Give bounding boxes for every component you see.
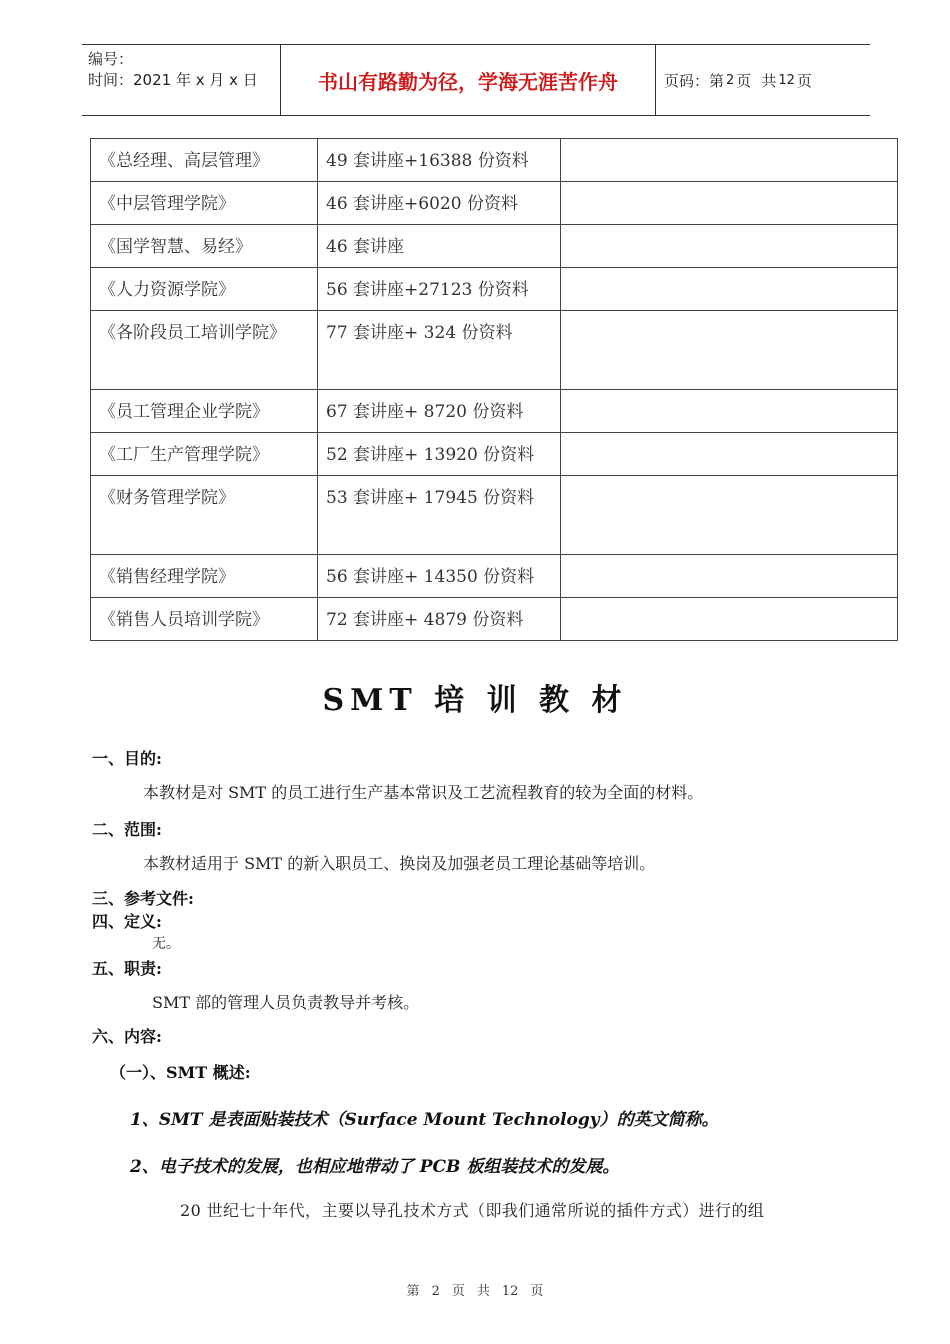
course-content-cell: 77 套讲座+ 324 份资料	[318, 311, 561, 390]
content-paragraph: 20 世纪七十年代，主要以导孔技术方式（即我们通常所说的插件方式）进行的组	[180, 1201, 765, 1220]
course-extra-cell	[561, 555, 898, 598]
course-content-cell: 56 套讲座+27123 份资料	[318, 268, 561, 311]
header-meta	[88, 49, 278, 91]
section-heading-definitions: 四、定义:	[92, 912, 162, 931]
section-heading-duties: 五、职责:	[92, 959, 162, 978]
document-number-label: 编号：	[88, 50, 134, 68]
header-page-current: 2	[726, 72, 735, 88]
section-heading-content: 六、内容:	[92, 1027, 162, 1046]
header-page-mid: 页	[736, 71, 752, 90]
footer-total-prefix: 共	[476, 1284, 490, 1299]
course-extra-cell	[561, 476, 898, 555]
table-row	[91, 390, 898, 433]
section-heading-references: 三、参考文件:	[92, 889, 194, 908]
course-name-cell: 《销售经理学院》	[91, 555, 318, 598]
section-heading-scope: 二、范围:	[92, 820, 162, 839]
course-name-cell: 《工厂生产管理学院》	[91, 433, 318, 476]
course-name-cell: 《销售人员培训学院》	[91, 598, 318, 641]
footer-page-current: 2	[431, 1284, 440, 1299]
header-page-total: 12	[778, 72, 795, 88]
course-extra-cell	[561, 433, 898, 476]
table-row	[91, 598, 898, 641]
content-item-2: 2、电子技术的发展，也相应地带动了 PCB 板组装技术的发展。	[130, 1157, 620, 1177]
course-content-cell: 67 套讲座+ 8720 份资料	[318, 390, 561, 433]
content-item-1: 1、SMT 是表面贴装技术（Surface Mount Technology）的英文简称。	[130, 1110, 719, 1130]
course-content-cell: 53 套讲座+ 17945 份资料	[318, 476, 561, 555]
header-page-prefix: 页码：第	[664, 71, 725, 90]
table-row	[91, 311, 898, 390]
header-total-prefix: 共	[761, 71, 777, 90]
course-table	[90, 138, 898, 641]
course-content-cell: 72 套讲座+ 4879 份资料	[318, 598, 561, 641]
page-header	[82, 44, 870, 116]
section-text-scope: 本教材适用于 SMT 的新入职员工、换岗及加强老员工理论基础等培训。	[143, 854, 656, 873]
course-content-cell: 49 套讲座+16388 份资料	[318, 139, 561, 182]
section-heading-purpose: 一、目的:	[92, 749, 162, 768]
course-name-cell: 《员工管理企业学院》	[91, 390, 318, 433]
table-row	[91, 433, 898, 476]
table-row	[91, 139, 898, 182]
course-name-cell: 《中层管理学院》	[91, 182, 318, 225]
course-content-cell: 46 套讲座+6020 份资料	[318, 182, 561, 225]
course-extra-cell	[561, 390, 898, 433]
course-extra-cell	[561, 225, 898, 268]
course-extra-cell	[561, 182, 898, 225]
footer-total-suffix: 页	[530, 1284, 544, 1299]
course-content-cell: 56 套讲座+ 14350 份资料	[318, 555, 561, 598]
footer-page-prefix: 第	[406, 1284, 420, 1299]
header-total-suffix: 页	[796, 71, 812, 90]
footer-page-total: 12	[501, 1284, 519, 1299]
section-text-duties: SMT 部的管理人员负责教导并考核。	[152, 993, 420, 1012]
document-date: 时间：2021 年 x 月 x 日	[88, 71, 258, 89]
course-extra-cell	[561, 598, 898, 641]
section-text-purpose: 本教材是对 SMT 的员工进行生产基本常识及工艺流程教育的较为全面的材料。	[143, 783, 704, 802]
course-name-cell: 《财务管理学院》	[91, 476, 318, 555]
table-row	[91, 476, 898, 555]
course-name-cell: 《总经理、高层管理》	[91, 139, 318, 182]
course-name-cell: 《各阶段员工培训学院》	[91, 311, 318, 390]
header-motto: 书山有路勤为径，学海无涯苦作舟	[280, 45, 656, 115]
document-title: SMT 培 训 教 材	[322, 683, 628, 718]
table-row	[91, 555, 898, 598]
course-extra-cell	[561, 268, 898, 311]
course-name-cell: 《人力资源学院》	[91, 268, 318, 311]
page-footer	[0, 1280, 950, 1299]
table-row	[91, 182, 898, 225]
table-row	[91, 268, 898, 311]
footer-page-mid: 页	[451, 1284, 465, 1299]
course-content-cell: 52 套讲座+ 13920 份资料	[318, 433, 561, 476]
subsection-heading-smt-overview: （一）、SMT 概述:	[110, 1063, 251, 1082]
table-row	[91, 225, 898, 268]
course-extra-cell	[561, 139, 898, 182]
section-text-definitions: 无。	[152, 936, 180, 952]
course-name-cell: 《国学智慧、易经》	[91, 225, 318, 268]
course-content-cell: 46 套讲座	[318, 225, 561, 268]
header-page-number	[664, 45, 812, 115]
course-extra-cell	[561, 311, 898, 390]
